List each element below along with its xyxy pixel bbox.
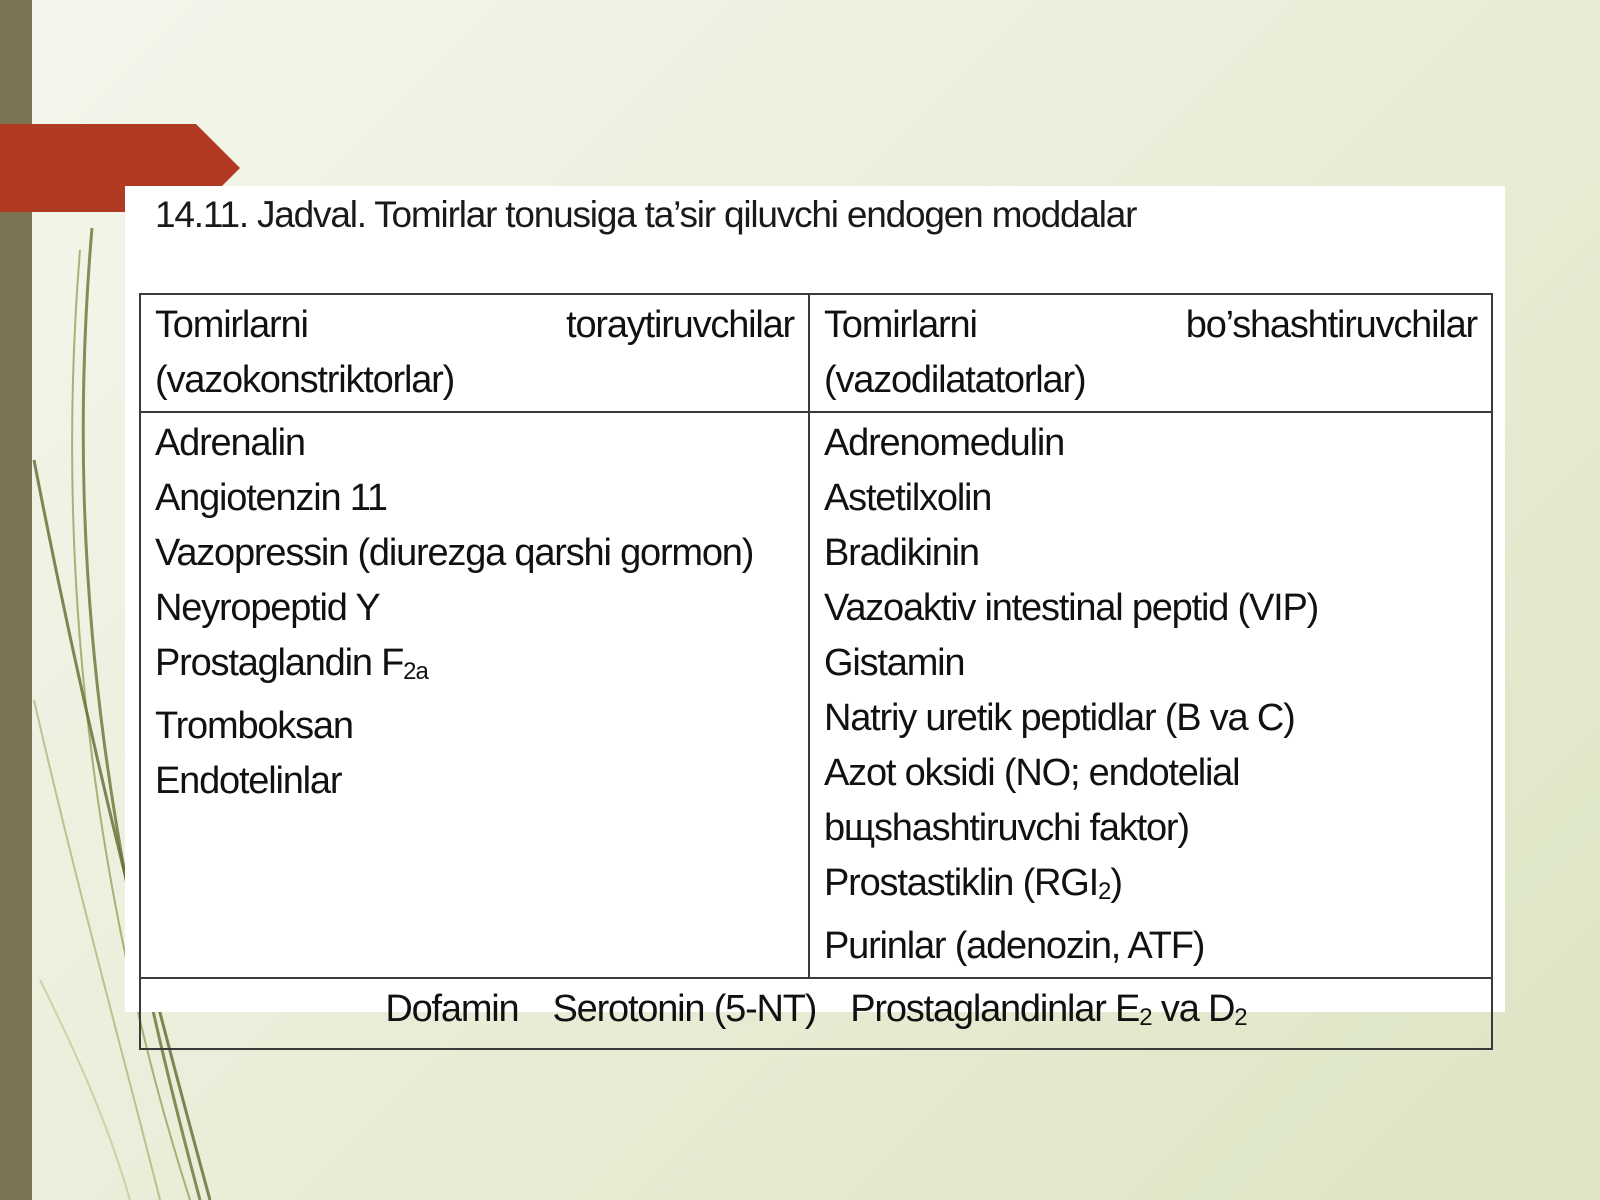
vasodilators-list [809,412,1492,978]
list-item: Natriy uretik peptidlar (B va C) [824,697,1295,739]
list-item: Purinlar (adenozin, ATF) [824,925,1205,967]
header-vasodilators [809,294,1492,412]
footer-prostaglandins: Prostaglandinlar $E_2$ va $D_2$ [850,988,1247,1031]
list-item: Neyropeptid Y [155,587,380,629]
content-card [125,186,1505,1031]
substances-table [139,293,1493,1050]
header-left-word1: Tomirlarni [155,304,308,346]
table-footer-row [140,978,1492,1049]
header-vasoconstrictors [140,294,809,412]
list-item: Azot oksidi (NO; endotelial bщshashtiruvchi faktor) [824,752,1240,849]
list-item-prostastiklin: Prostastiklin $(RGI_2)$ [824,862,1122,905]
list-item: Astetilxolin [824,477,992,519]
header-right-sub: (vazodilatatorlar) [824,359,1086,401]
footer-serotonin: Serotonin (5-NT) [552,988,817,1030]
list-item: Adrenalin [155,422,305,464]
subscript: 2a [403,658,428,685]
list-item-prostaglandin: Prostaglandin $F_{2a}$ [155,642,428,685]
table-body-row [140,412,1492,978]
vasoconstrictors-list [140,412,809,978]
table-header-row [140,294,1492,412]
list-item: Bradikinin [824,532,979,574]
table-caption: 14.11. Jadval. Tomirlar tonusiga ta’sir qiluvchi endogen moddalar [155,194,1137,235]
list-item: Endotelinlar [155,760,342,802]
header-right-word2: bo’shashtiruvchilar [1185,304,1477,346]
list-item: Adrenomedulin [824,422,1065,464]
list-item: Angiotenzin 11 [155,477,387,519]
header-left-word2: toraytiruvchilar [566,304,794,346]
list-item: Gistamin [824,642,965,684]
header-left-sub: (vazokonstriktorlar) [155,359,455,401]
header-right-word1: Tomirlarni [824,304,977,346]
table-footer [140,978,1492,1049]
list-item: Vazopressin (diurezga qarshi gormon) [155,532,754,574]
subscript: 2 [1098,878,1111,905]
list-item: Tromboksan [155,705,353,747]
footer-dofamin: Dofamin [385,988,519,1030]
list-item: Vazoaktiv intestinal peptid (VIP) [824,587,1319,629]
